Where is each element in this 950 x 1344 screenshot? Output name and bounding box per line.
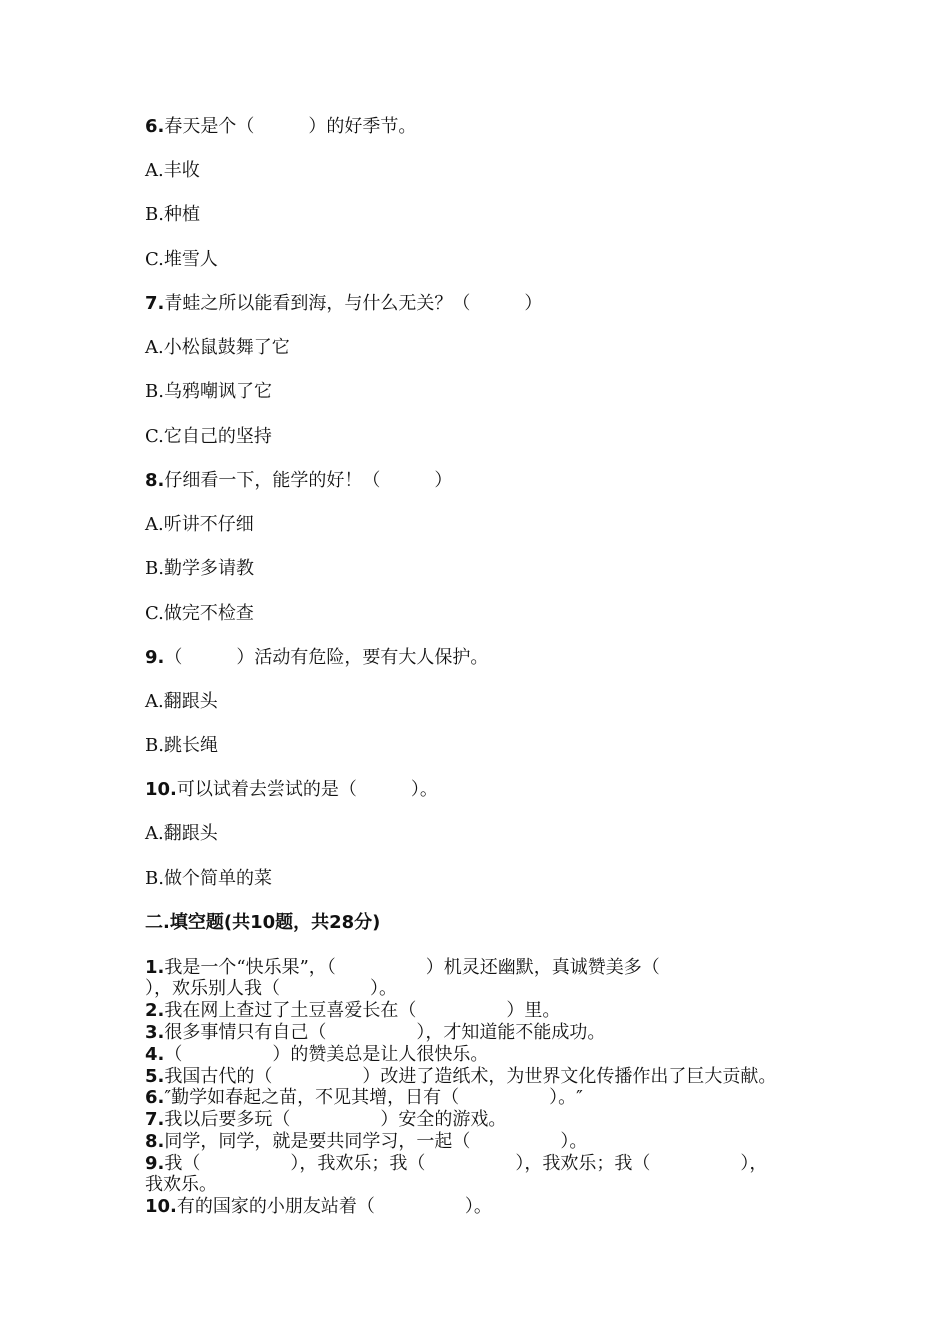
question-number: 6. — [145, 1087, 165, 1108]
fill-question-4 — [145, 1044, 488, 1066]
question-text: 我在网上查过了土豆喜爱长在（ ）里。 — [164, 1000, 561, 1021]
option-a: A.翻跟头 — [145, 691, 218, 712]
question-text: （ ）的赞美总是让人很快乐。 — [164, 1044, 489, 1065]
question-text: 很多事情只有自己（ ），才知道能不能成功。 — [164, 1022, 606, 1043]
question-text: （ ）活动有危险，要有大人保护。 — [164, 647, 489, 668]
question-number: 8. — [145, 1131, 165, 1152]
question-9-stem — [145, 647, 488, 669]
section-title: 二.填空题(共10题，共28分) — [145, 912, 381, 933]
question-number: 9. — [145, 647, 165, 668]
question-number: 10. — [145, 779, 177, 800]
fill-question-9-continued: 我欢乐。 — [145, 1174, 217, 1195]
question-text: 可以试着去尝试的是（ ）。 — [176, 779, 438, 800]
fill-question-2 — [145, 1000, 560, 1022]
question-number: 5. — [145, 1066, 165, 1087]
question-text: 我（ ），我欢乐；我（ ），我欢乐；我（ ）， — [164, 1153, 768, 1174]
fill-question-1 — [145, 957, 660, 979]
question-number: 9. — [145, 1153, 165, 1174]
question-text: 我是一个“快乐果”，（ ）机灵还幽默，真诚赞美多（ — [164, 957, 660, 978]
question-text: 有的国家的小朋友站着（ ）。 — [176, 1196, 492, 1217]
question-10-stem — [145, 779, 438, 801]
question-text: 青蛙之所以能看到海，与什么无关？（ ） — [164, 293, 543, 314]
fill-question-9 — [145, 1153, 767, 1175]
option-a: A.丰收 — [145, 160, 200, 181]
question-text: 我国古代的（ ）改进了造纸术，为世界文化传播作出了巨大贡献。 — [164, 1066, 777, 1087]
option-c: C.它自己的坚持 — [145, 426, 272, 447]
option-b: B.做个简单的菜 — [145, 868, 272, 889]
question-8-stem — [145, 470, 452, 492]
fill-question-7 — [145, 1109, 506, 1131]
question-text: 我以后要多玩（ ）安全的游戏。 — [164, 1109, 507, 1130]
question-number: 7. — [145, 1109, 165, 1130]
question-number: 4. — [145, 1044, 165, 1065]
question-6-stem — [145, 116, 416, 138]
question-text: 同学，同学，就是要共同学习，一起（ ）。 — [164, 1131, 588, 1152]
question-text: 仔细看一下，能学的好！（ ） — [164, 470, 453, 491]
option-b: B.乌鸦嘲讽了它 — [145, 381, 272, 402]
fill-question-1-continued: ），欢乐别人我（ ）。 — [145, 978, 397, 999]
question-number: 1. — [145, 957, 165, 978]
question-text: ″勤学如春起之苗，不见其增，日有（ ）。″ — [164, 1087, 583, 1108]
question-number: 10. — [145, 1196, 177, 1217]
option-b: B.跳长绳 — [145, 735, 218, 756]
fill-question-10 — [145, 1196, 492, 1218]
option-a: A.翻跟头 — [145, 823, 218, 844]
question-number: 6. — [145, 116, 165, 137]
fill-question-6 — [145, 1087, 583, 1109]
question-text: 春天是个（ ）的好季节。 — [164, 116, 417, 137]
option-b: B.种植 — [145, 204, 200, 225]
question-number: 3. — [145, 1022, 165, 1043]
option-c: C.做完不检查 — [145, 603, 254, 624]
fill-question-3 — [145, 1022, 605, 1044]
option-a: A.小松鼠鼓舞了它 — [145, 337, 290, 358]
question-7-stem — [145, 293, 542, 315]
option-c: C.堆雪人 — [145, 249, 218, 270]
question-number: 2. — [145, 1000, 165, 1021]
question-number: 7. — [145, 293, 165, 314]
option-b: B.勤学多请教 — [145, 558, 254, 579]
option-a: A.听讲不仔细 — [145, 514, 254, 535]
fill-question-5 — [145, 1066, 776, 1088]
question-number: 8. — [145, 470, 165, 491]
fill-question-8 — [145, 1131, 587, 1153]
